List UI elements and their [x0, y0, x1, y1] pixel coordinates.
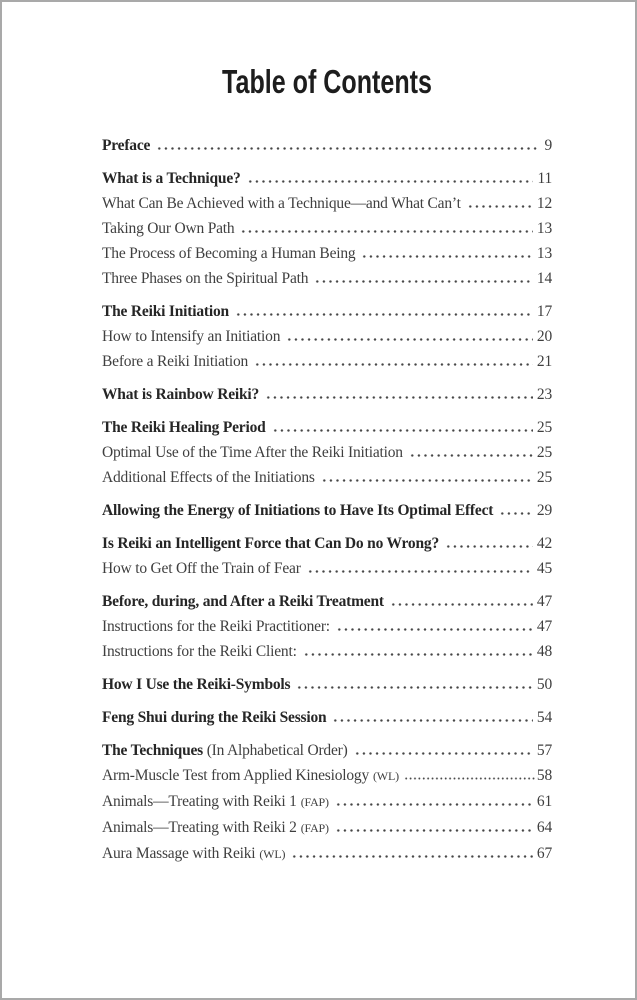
- toc-entry: [102, 349, 552, 374]
- toc-entry-label: Allowing the Energy of Initiations to Have Its Optimal Effect: [102, 502, 494, 519]
- toc-entry-label: Before, during, and After a Reiki Treatment: [102, 593, 384, 610]
- dot-leader: [321, 479, 533, 482]
- toc-entry-page-number: 58: [536, 767, 552, 784]
- toc-entry: [102, 815, 552, 841]
- toc-entry: [102, 166, 552, 191]
- toc-entry-page-number: 25: [536, 469, 552, 486]
- toc-entry: [102, 614, 552, 639]
- toc-entry-page-number: 12: [536, 195, 552, 212]
- toc-entry-page-number: 14: [536, 270, 552, 287]
- toc-entry-label: Taking Our Own Path: [102, 220, 235, 237]
- toc-entry-label: How to Intensify an Initiation: [102, 328, 281, 345]
- toc-entry-label: The Process of Becoming a Human Being: [102, 245, 356, 262]
- toc-entry-page-number: 57: [536, 742, 552, 759]
- toc-entry: [102, 672, 552, 697]
- toc-entry-label: Instructions for the Reiki Client:: [102, 643, 297, 660]
- toc-entry-page-number: 13: [536, 245, 552, 262]
- toc-entry: [102, 639, 552, 664]
- toc-entry-page-number: 67: [536, 845, 552, 862]
- toc-entry: [102, 299, 552, 324]
- toc-entry-label: The Techniques: [102, 742, 204, 759]
- toc-group: [102, 531, 552, 581]
- toc-group: [102, 299, 552, 374]
- toc-entry-label: Animals—Treating with Reiki 1: [102, 793, 297, 810]
- toc-entry: [102, 556, 552, 581]
- toc-entry-label-secondary: (In Alphabetical Order): [203, 742, 348, 759]
- dot-leader: [254, 363, 533, 366]
- dot-leader: [336, 628, 533, 631]
- dot-leader: [445, 545, 533, 548]
- dot-leader: [303, 653, 533, 656]
- toc-group: [102, 672, 552, 697]
- toc-group: [102, 415, 552, 490]
- toc-entry-label: The Reiki Initiation: [102, 303, 229, 320]
- toc-entry-label: Preface: [102, 137, 151, 154]
- toc-entry-page-number: 25: [536, 444, 552, 461]
- toc-entry-label: Instructions for the Reiki Practitioner:: [102, 618, 330, 635]
- toc-entry: [102, 241, 552, 266]
- toc-entry-page-number: 20: [536, 328, 552, 345]
- page-title: Table of Contents: [222, 63, 432, 100]
- toc-entry: [102, 789, 552, 815]
- toc-entry: [102, 415, 552, 440]
- toc-entry: [102, 465, 552, 490]
- toc-entry-page-number: 54: [536, 709, 552, 726]
- toc-group: [102, 133, 552, 158]
- toc-entry-tag: (FAP): [300, 795, 329, 809]
- toc-entry-page-number: 64: [536, 819, 552, 836]
- toc-entry-page-number: 21: [536, 353, 552, 370]
- toc-entry: [102, 589, 552, 614]
- toc-entry-label: Before a Reiki Initiation: [102, 353, 249, 370]
- toc-group: [102, 498, 552, 523]
- dot-leader: [240, 230, 532, 233]
- toc-entry: [102, 841, 552, 867]
- toc-group: [102, 382, 552, 407]
- toc-entry: [102, 191, 552, 216]
- dot-leader: [390, 603, 533, 606]
- toc-entry-label: What is a Technique?: [102, 170, 241, 187]
- toc-entry: [102, 216, 552, 241]
- toc-entry: [102, 705, 552, 730]
- dot-leader: [247, 180, 534, 183]
- toc-entry: [102, 440, 552, 465]
- dot-leader: [291, 855, 533, 858]
- dot-leader: [467, 205, 533, 208]
- toc-group: [102, 166, 552, 291]
- dot-leader: [307, 570, 533, 573]
- toc-entry-label: How I Use the Reiki-Symbols: [102, 676, 291, 693]
- toc-entry: [102, 382, 552, 407]
- toc-entry-page-number: 42: [536, 535, 552, 552]
- toc-entry-tag: (WL): [373, 769, 399, 783]
- toc-entry-label: What is Rainbow Reiki?: [102, 386, 260, 403]
- toc-entry: [102, 738, 552, 763]
- toc-entry: [102, 498, 552, 523]
- toc-entry-label: Feng Shui during the Reiki Session: [102, 709, 327, 726]
- toc-entry: [102, 324, 552, 349]
- toc-entry-page-number: 13: [536, 220, 552, 237]
- toc-entry: [102, 531, 552, 556]
- toc-entry-label: Optimal Use of the Time After the Reiki Initiation: [102, 444, 403, 461]
- dot-leader: [354, 752, 533, 755]
- toc-entry-page-number: 48: [536, 643, 552, 660]
- toc-entry-page-number: 11: [537, 170, 552, 187]
- toc-entry-label: What Can Be Achieved with a Technique—and What Can’t: [102, 195, 461, 212]
- toc-entry-page-number: 61: [536, 793, 552, 810]
- dot-leader: [235, 313, 533, 316]
- toc-entry-label: The Reiki Healing Period: [102, 419, 266, 436]
- toc-entry-label: Animals—Treating with Reiki 2: [102, 819, 297, 836]
- toc-entry-page-number: 29: [536, 502, 552, 519]
- toc-entry-label: Is Reiki an Intelligent Force that Can Do no Wrong?: [102, 535, 439, 552]
- toc-entry-page-number: 9: [544, 137, 552, 154]
- dot-leader: [409, 454, 533, 457]
- toc-entry-page-number: 45: [536, 560, 552, 577]
- toc-entry: [102, 133, 552, 158]
- dot-leader: [335, 829, 533, 832]
- toc-entry-tag: (FAP): [300, 821, 329, 835]
- toc-entry-label: How to Get Off the Train of Fear: [102, 560, 301, 577]
- dot-leader: [296, 686, 533, 689]
- toc-entry-page-number: 47: [536, 593, 552, 610]
- toc-entry-label: Three Phases on the Spiritual Path: [102, 270, 309, 287]
- toc-group: [102, 705, 552, 730]
- dot-leader: [265, 396, 533, 399]
- dot-leader: [335, 803, 533, 806]
- dot-leader: [499, 512, 533, 515]
- toc-entry: [102, 763, 552, 789]
- dot-leader: [272, 429, 533, 432]
- dot-leader: [286, 338, 533, 341]
- dot-leader: [156, 147, 540, 150]
- toc-entry-page-number: 23: [536, 386, 552, 403]
- toc-entry-label: Aura Massage with Reiki: [102, 845, 256, 862]
- toc-entry-page-number: 50: [536, 676, 552, 693]
- toc-entry: [102, 266, 552, 291]
- dot-leader: [361, 255, 532, 258]
- toc-entry-page-number: 25: [536, 419, 552, 436]
- toc-entry-page-number: 17: [536, 303, 552, 320]
- toc-group: [102, 738, 552, 867]
- dot-leader: [314, 280, 533, 283]
- dot-leader: [332, 719, 532, 722]
- table-of-contents: [102, 133, 552, 867]
- toc-entry-tag: (WL): [259, 847, 286, 861]
- toc-entry-page-number: 47: [536, 618, 552, 635]
- toc-group: [102, 589, 552, 664]
- toc-entry-label: Arm-Muscle Test from Applied Kinesiology: [102, 767, 370, 784]
- toc-entry-label: Additional Effects of the Initiations: [102, 469, 315, 486]
- dot-leader: [404, 777, 535, 780]
